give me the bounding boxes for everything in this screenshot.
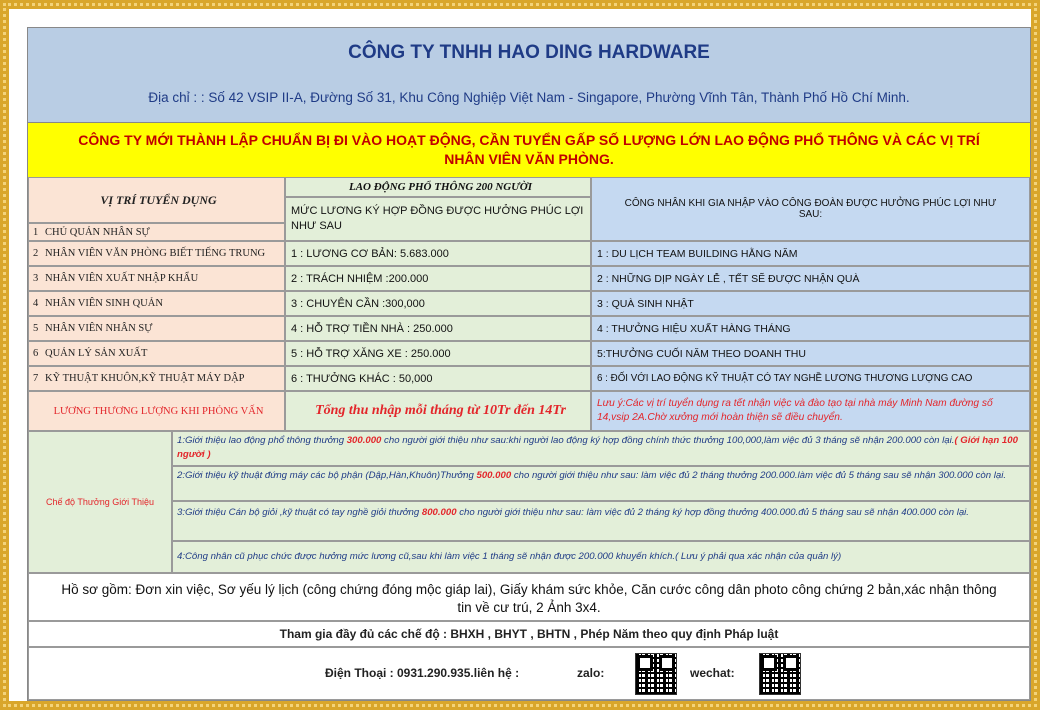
salary-item: 2 : TRÁCH NHIỆM :200.000 bbox=[285, 266, 591, 291]
zalo-label: zalo: bbox=[577, 666, 605, 680]
salary-item: 1 : LƯƠNG CƠ BẢN: 5.683.000 bbox=[285, 241, 591, 266]
required-documents: Hồ sơ gồm: Đơn xin việc, Sơ yếu lý lịch (công chứng đóng mộc giáp lai), Giấy khám sức khỏe, Căn cước công dân photo công chứng 2 bản,xác nhận thông tin về cư trú, 2 Ảnh 3x4. bbox=[28, 573, 1030, 621]
wechat-qr-icon bbox=[759, 653, 801, 695]
salary-item: 5 : HỖ TRỢ XĂNG XE : 250.000 bbox=[285, 341, 591, 366]
contact-row bbox=[28, 647, 1030, 700]
welfare-header: CÔNG NHÂN KHI GIA NHẬP VÀO CÔNG ĐOÀN ĐƯỢC HƯỞNG PHÚC LỢI NHƯ SAU: bbox=[591, 177, 1030, 241]
hiring-banner-text: CÔNG TY MỚI THÀNH LẬP CHUẨN BỊ ĐI VÀO HOẠT ĐỘNG, CẦN TUYỂN GẤP SỐ LƯỢNG LỚN LAO ĐỘNG PHỔ THÔNG VÀ CÁC VỊ TRÍ NHÂN VIÊN VĂN PHÒNG. bbox=[78, 132, 980, 167]
position-row: 5 NHÂN VIÊN NHÂN SỰ bbox=[28, 316, 285, 341]
position-row: 6 QUẢN LÝ SẢN XUẤT bbox=[28, 341, 285, 366]
position-row: 7 KỸ THUẬT KHUÔN,KỸ THUẬT MÁY DẬP bbox=[28, 366, 285, 391]
welfare-item: 5:THƯỞNG CUỐI NĂM THEO DOANH THU bbox=[591, 341, 1030, 366]
salary-item: 4 : HỖ TRỢ TIỀN NHÀ : 250.000 bbox=[285, 316, 591, 341]
position-row: 2 NHÂN VIÊN VĂN PHÒNG BIẾT TIẾNG TRUNG bbox=[28, 241, 285, 266]
position-row: 4 NHÂN VIÊN SINH QUẢN bbox=[28, 291, 285, 316]
negotiable-salary: LƯƠNG THƯƠNG LƯỢNG KHI PHỎNG VẤN bbox=[28, 391, 285, 431]
salary-item: 3 : CHUYÊN CẦN :300,000 bbox=[285, 291, 591, 316]
salary-item: 6 : THƯỞNG KHÁC : 50,000 bbox=[285, 366, 591, 391]
referral-item: 1:Giới thiệu lao động phổ thông thưởng 300.000 cho người giới thiệu như sau:khi người lao động ký hợp đồng chính thức thưởng 100,000,làm việc đủ 3 tháng sẽ nhận 200.000 còn lại.( Giới hạn 100 người ) bbox=[172, 431, 1030, 466]
wechat-label: wechat: bbox=[690, 666, 735, 680]
phone-contact: Điện Thoại : 0931.290.935.liên hệ : bbox=[325, 666, 520, 680]
relocation-note: Lưu ý:Các vị trí tuyển dụng ra tết nhận việc và đào tạo tại nhà máy Minh Nam đường số 14,vsip 2A.Chờ xưởng mới hoàn thiện sẽ điều chuyển. bbox=[591, 391, 1030, 431]
referral-item: 2:Giới thiệu kỹ thuật đứng máy các bộ phận (Dập,Hàn,Khuôn)Thưởng 500.000 cho người giới thiệu như sau: làm việc đủ 2 tháng thưởng 200.000.làm việc đủ 5 tháng sau sẽ nhận 300.000 còn lại. bbox=[172, 466, 1030, 501]
total-income: Tổng thu nhập mỗi tháng từ 10Tr đến 14Tr bbox=[285, 391, 591, 431]
referral-item: 3:Giới thiệu Cán bộ giỏi ,kỹ thuật có tay nghề giỏi thưởng 800.000 cho người giới thiệu như sau: làm việc đủ 2 tháng ký hợp đồng thưởng 400.000.đủ 5 tháng sau sẽ nhận 400.000 còn lại. bbox=[172, 501, 1030, 541]
insurance-info: Tham gia đầy đủ các chế độ : BHXH , BHYT , BHTN , Phép Năm theo quy định Pháp luật bbox=[28, 621, 1030, 647]
welfare-item: 6 : ĐỐI VỚI LAO ĐỘNG KỸ THUẬT CÓ TAY NGHỀ LƯƠNG THƯƠNG LƯỢNG CAO bbox=[591, 366, 1030, 391]
job-poster bbox=[27, 27, 1031, 701]
welfare-item: 1 : DU LỊCH TEAM BUILDING HẰNG NĂM bbox=[591, 241, 1030, 266]
hiring-banner bbox=[28, 122, 1030, 179]
company-name: CÔNG TY TNHH HAO DING HARDWARE bbox=[348, 42, 710, 63]
position-row: 1 CHỦ QUẢN NHÂN SỰ bbox=[28, 223, 285, 241]
referral-label: Chế độ Thưởng Giới Thiệu bbox=[28, 431, 172, 573]
zalo-qr-icon bbox=[635, 653, 677, 695]
positions-header: VỊ TRÍ TUYỂN DỤNG bbox=[28, 177, 285, 223]
welfare-item: 4 : THƯỞNG HIỆU XUẤT HÀNG THÁNG bbox=[591, 316, 1030, 341]
company-address: Địa chỉ : : Số 42 VSIP II-A, Đường Số 31, Khu Công Nghiệp Việt Nam - Singapore, Phường Vĩnh Tân, Thành Phố Hồ Chí Minh. bbox=[148, 90, 910, 105]
labor-header: LAO ĐỘNG PHỔ THÔNG 200 NGƯỜI bbox=[285, 177, 591, 197]
header bbox=[28, 28, 1030, 122]
welfare-item: 2 : NHỮNG DỊP NGÀY LỄ , TẾT SẼ ĐƯỢC NHẬN QUÀ bbox=[591, 266, 1030, 291]
position-row: 3 NHÂN VIÊN XUẤT NHẬP KHẨU bbox=[28, 266, 285, 291]
salary-header: MỨC LƯƠNG KÝ HỢP ĐỒNG ĐƯỢC HƯỞNG PHÚC LỢI NHƯ SAU bbox=[285, 197, 591, 241]
referral-item: 4:Công nhân cũ phục chức được hưởng mức lương cũ,sau khi làm việc 1 tháng sẽ nhận được 200.000 khuyến khích.( Lưu ý phải qua xác nhận của quản lý) bbox=[172, 541, 1030, 573]
welfare-item: 3 : QUÀ SINH NHẬT bbox=[591, 291, 1030, 316]
